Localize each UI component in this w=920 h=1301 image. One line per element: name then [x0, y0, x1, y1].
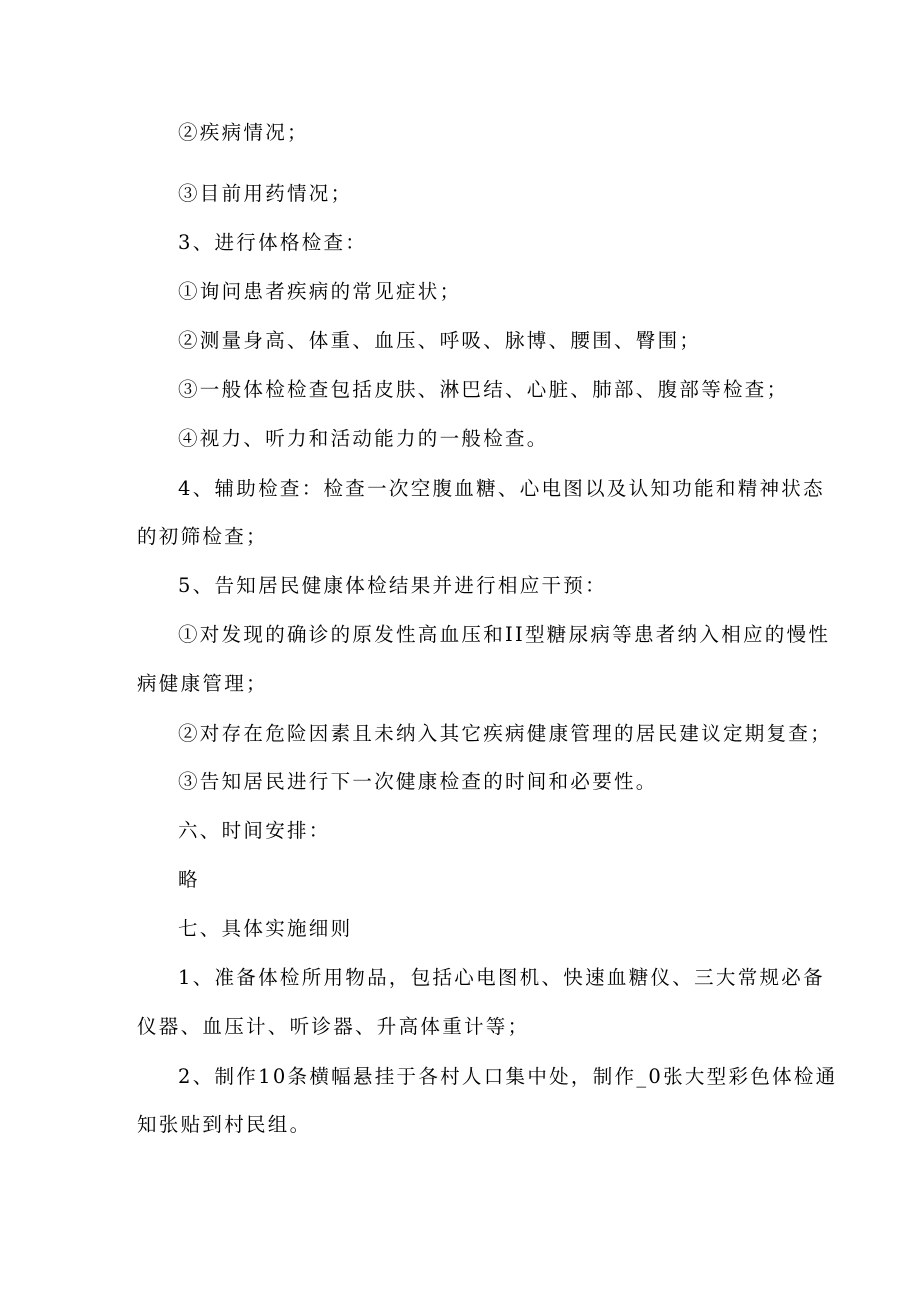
section-heading: 六、时间安排： [178, 819, 331, 842]
paragraph-line: ①对发现的确诊的原发性高血压和II型糖尿病等患者纳入相应的慢性 [178, 623, 831, 646]
paragraph-line-continuation: 的初筛检查； [137, 525, 268, 548]
paragraph-line: ②对存在危险因素且未纳入其它疾病健康管理的居民建议定期复查； [178, 722, 833, 745]
paragraph-line: 2、制作10条横幅悬挂于各村人口集中处，制作_0张大型彩色体检通 [178, 1065, 838, 1088]
paragraph-line: ②测量身高、体重、血压、呼吸、脉博、腰围、臀围； [178, 329, 702, 352]
paragraph-line: 略 [178, 868, 200, 891]
paragraph-line-continuation: 病健康管理； [137, 672, 268, 695]
paragraph-line: 4、辅助检查：检查一次空腹血糖、心电图以及认知功能和精神状态 [178, 477, 825, 500]
paragraph-line: ①询问患者疾病的常见症状； [178, 280, 462, 303]
paragraph-line: ④视力、听力和活动能力的一般检查。 [178, 427, 549, 450]
paragraph-line: ②疾病情况； [178, 121, 309, 144]
section-heading: 七、具体实施细则 [178, 917, 353, 940]
paragraph-line: ③告知居民进行下一次健康检查的时间和必要性。 [178, 770, 658, 793]
paragraph-line: ③目前用药情况； [178, 182, 353, 205]
section-heading: 3、进行体格检查： [178, 231, 368, 254]
section-heading: 5、告知居民健康体检结果并进行相应干预： [178, 574, 607, 597]
paragraph-line-continuation: 知张贴到村民组。 [137, 1113, 312, 1136]
paragraph-line: ③一般体检检查包括皮肤、淋巴结、心脏、肺部、腹部等检查； [178, 378, 789, 401]
paragraph-line-continuation: 仪器、血压计、听诊器、升高体重计等； [137, 1015, 530, 1038]
paragraph-line: 1、准备体检所用物品，包括心电图机、快速血糖仪、三大常规必备 [178, 966, 825, 989]
